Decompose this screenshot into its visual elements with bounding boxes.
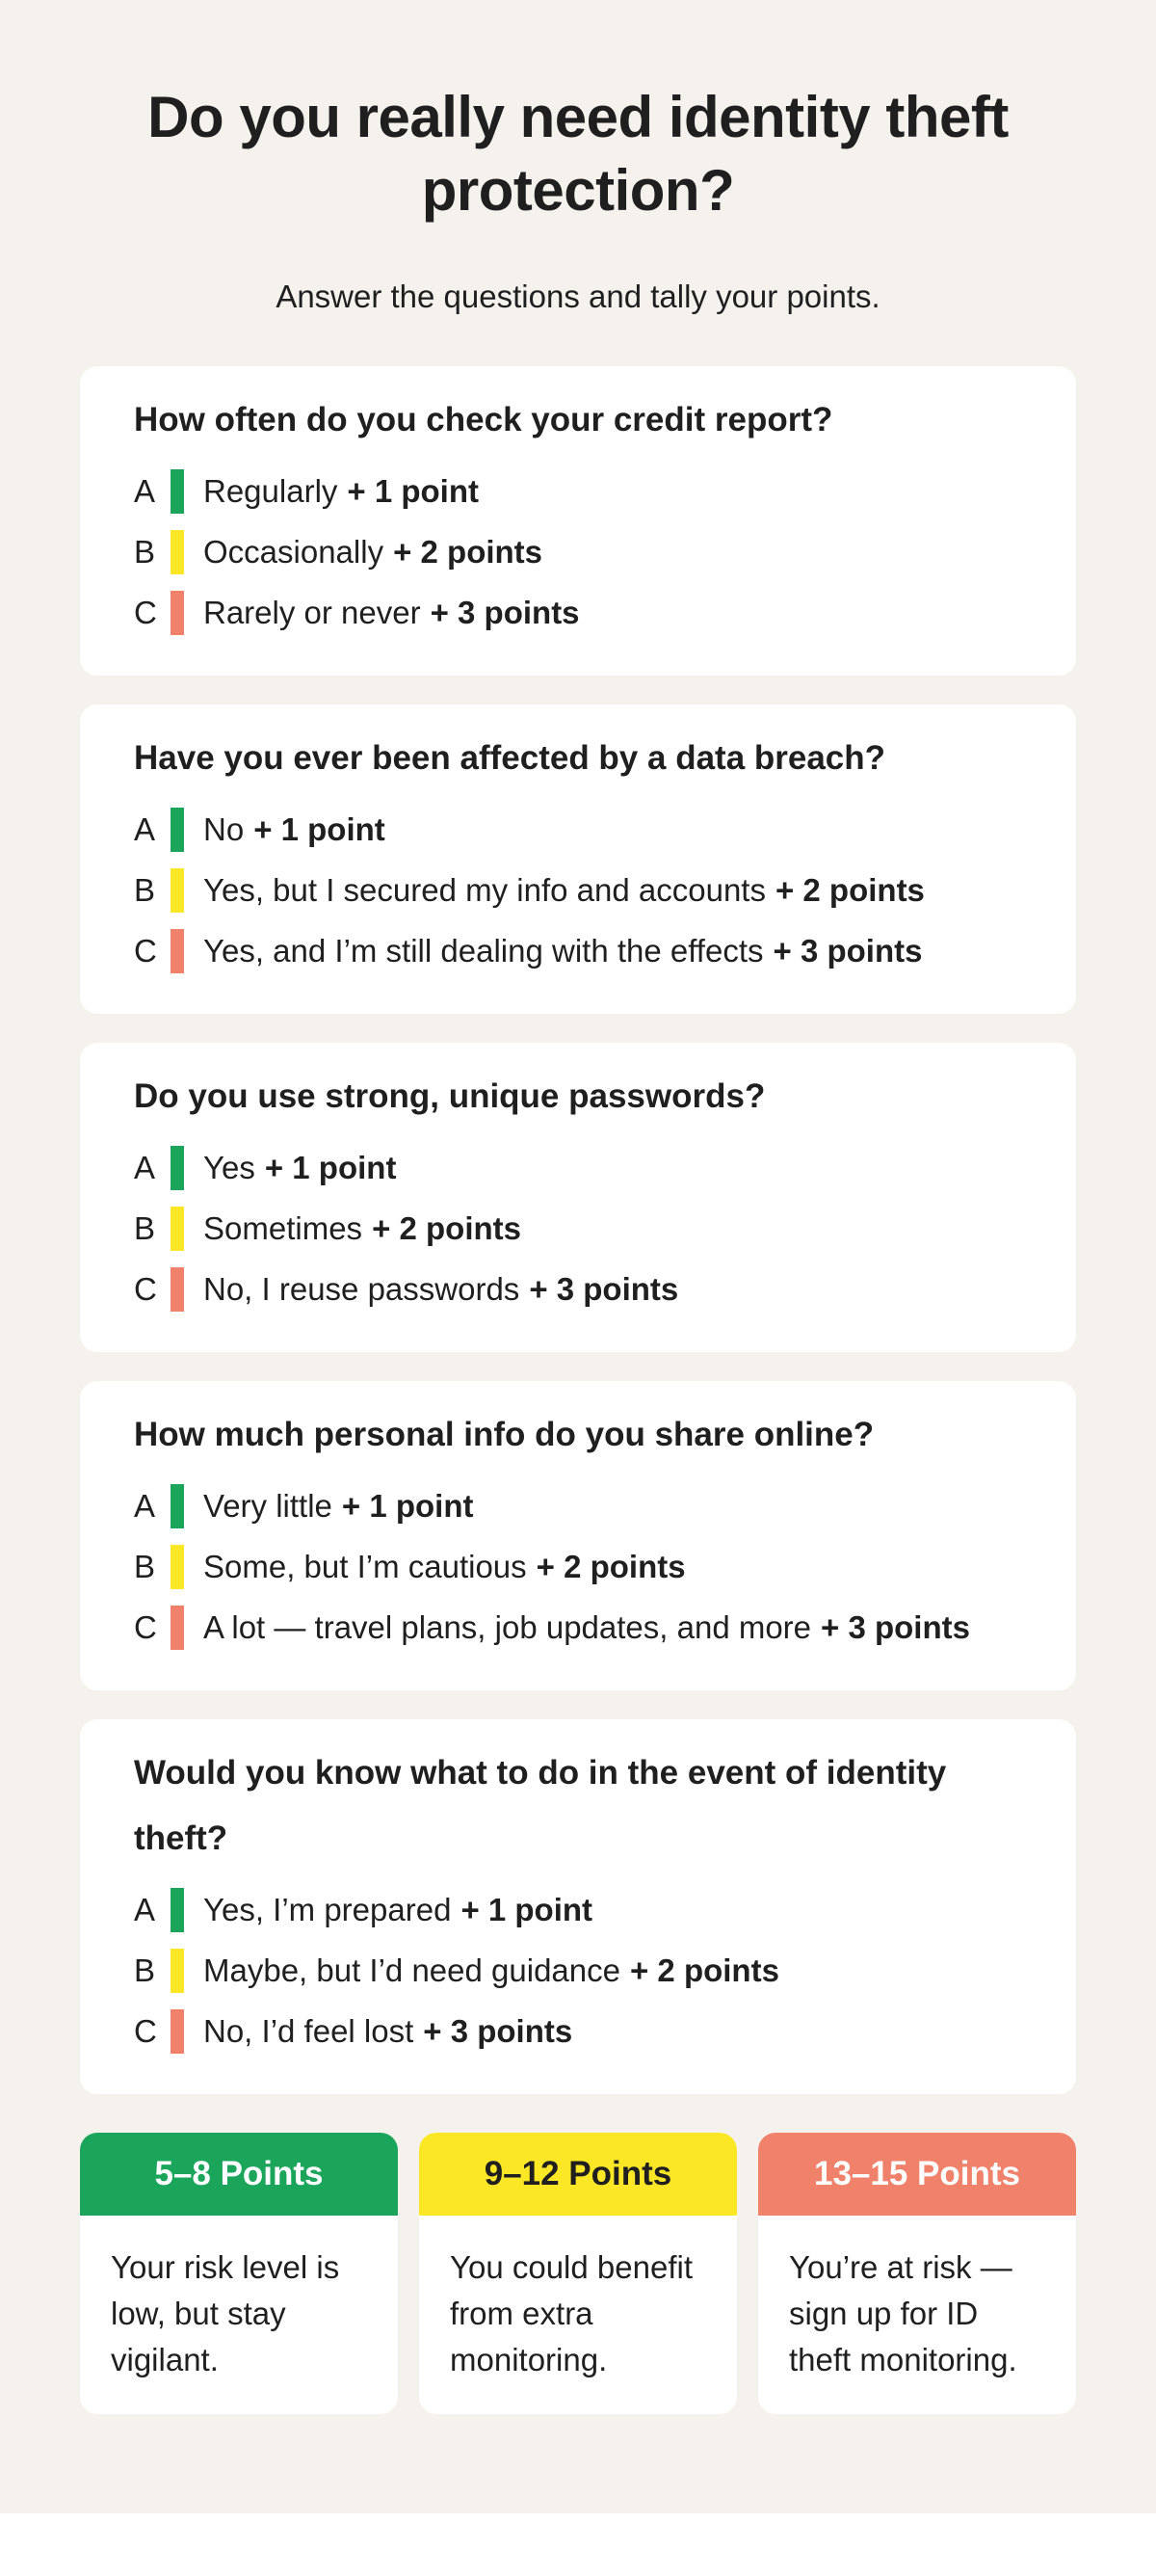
option-c [134, 1259, 1022, 1319]
question-card [80, 1381, 1076, 1690]
score-legend [80, 2133, 1076, 2414]
yellow-bar-icon [171, 1949, 184, 1993]
option-a [134, 799, 1022, 860]
option-text: Rarely or never [203, 594, 421, 630]
option-letter: C [134, 1608, 157, 1645]
option-letter: A [134, 472, 156, 509]
option-points: + 2 points [629, 1952, 779, 1988]
option-letter: A [134, 1487, 156, 1524]
option-c [134, 582, 1022, 643]
option-letter: A [134, 1891, 156, 1927]
yellow-bar-icon [171, 530, 184, 574]
orange-bar-icon [171, 929, 184, 973]
option-text: Regularly [203, 472, 338, 509]
score-range: 13–15 Points [758, 2133, 1076, 2216]
question-card [80, 1719, 1076, 2094]
question-list [0, 366, 1156, 2094]
page-subtitle: Answer the questions and tally your points. [276, 279, 880, 314]
option-letter: C [134, 594, 157, 630]
option-text: Occasionally [203, 533, 384, 570]
option-points: + 3 points [423, 2012, 573, 2049]
option-letter: A [134, 1149, 156, 1185]
option-text: No, I’d feel lost [203, 2012, 414, 2049]
question-text: Have you ever been affected by a data breach? [134, 739, 886, 777]
option-a [134, 1879, 1022, 1940]
score-range: 5–8 Points [80, 2133, 398, 2216]
option-text: A lot — travel plans, job updates, and more [203, 1608, 812, 1645]
option-text: Yes [203, 1149, 255, 1185]
option-points: + 3 points [773, 932, 923, 969]
orange-bar-icon [171, 1606, 184, 1650]
option-b [134, 1940, 1022, 2001]
option-letter: C [134, 1270, 157, 1307]
option-points: + 3 points [821, 1608, 970, 1645]
option-text: Maybe, but I’d need guidance [203, 1952, 620, 1988]
option-points: + 3 points [529, 1270, 679, 1307]
option-points: + 1 point [341, 1487, 474, 1524]
option-a [134, 1475, 1022, 1536]
option-points: + 2 points [393, 533, 543, 570]
option-text: Some, but I’m cautious [203, 1548, 527, 1584]
question-card [80, 366, 1076, 676]
option-letter: C [134, 932, 157, 969]
option-letter: B [134, 1548, 156, 1584]
option-letter: A [134, 810, 156, 847]
option-letter: B [134, 1952, 156, 1988]
score-card-low [80, 2133, 398, 2414]
page-title: Do you really need identity theft protection? [147, 85, 1009, 223]
score-card-high [758, 2133, 1076, 2414]
score-description: Your risk level is low, but stay vigilant. [111, 2249, 340, 2377]
orange-bar-icon [171, 2009, 184, 2054]
option-a [134, 461, 1022, 521]
option-b [134, 1198, 1022, 1259]
question-text: Do you use strong, unique passwords? [134, 1077, 766, 1115]
option-points: + 1 point [347, 472, 479, 509]
option-points: + 3 points [430, 594, 580, 630]
green-bar-icon [171, 808, 184, 852]
option-points: + 1 point [264, 1149, 397, 1185]
score-card-medium [419, 2133, 737, 2414]
option-text: Sometimes [203, 1209, 363, 1246]
question-text: How much personal info do you share online? [134, 1416, 875, 1453]
option-text: No [203, 810, 245, 847]
score-description: You’re at risk — sign up for ID theft monitoring. [789, 2249, 1017, 2377]
option-b [134, 521, 1022, 582]
score-range: 9–12 Points [419, 2133, 737, 2216]
option-b [134, 860, 1022, 920]
green-bar-icon [171, 1888, 184, 1932]
score-description: You could benefit from extra monitoring. [450, 2249, 693, 2377]
orange-bar-icon [171, 591, 184, 635]
option-letter: C [134, 2012, 157, 2049]
yellow-bar-icon [171, 1545, 184, 1589]
option-c [134, 1597, 1022, 1658]
option-text: Yes, I’m prepared [203, 1891, 452, 1927]
question-text: How often do you check your credit report? [134, 401, 833, 438]
green-bar-icon [171, 1484, 184, 1528]
option-c [134, 920, 1022, 981]
option-text: Very little [203, 1487, 332, 1524]
yellow-bar-icon [171, 868, 184, 913]
green-bar-icon [171, 469, 184, 514]
option-b [134, 1536, 1022, 1597]
option-letter: B [134, 533, 156, 570]
option-points: + 2 points [372, 1209, 522, 1246]
question-card [80, 1043, 1076, 1352]
option-a [134, 1137, 1022, 1198]
option-c [134, 2001, 1022, 2061]
option-text: Yes, and I’m still dealing with the effects [203, 932, 764, 969]
option-text: Yes, but I secured my info and accounts [203, 871, 766, 908]
question-card [80, 704, 1076, 1014]
option-points: + 1 point [253, 810, 385, 847]
option-letter: B [134, 871, 156, 908]
option-text: No, I reuse passwords [203, 1270, 520, 1307]
option-points: + 2 points [775, 871, 925, 908]
option-points: + 2 points [536, 1548, 686, 1584]
yellow-bar-icon [171, 1207, 184, 1251]
orange-bar-icon [171, 1267, 184, 1312]
option-points: + 1 point [460, 1891, 593, 1927]
green-bar-icon [171, 1146, 184, 1190]
option-letter: B [134, 1209, 156, 1246]
question-text: Would you know what to do in the event of identity theft? [134, 1754, 947, 1857]
